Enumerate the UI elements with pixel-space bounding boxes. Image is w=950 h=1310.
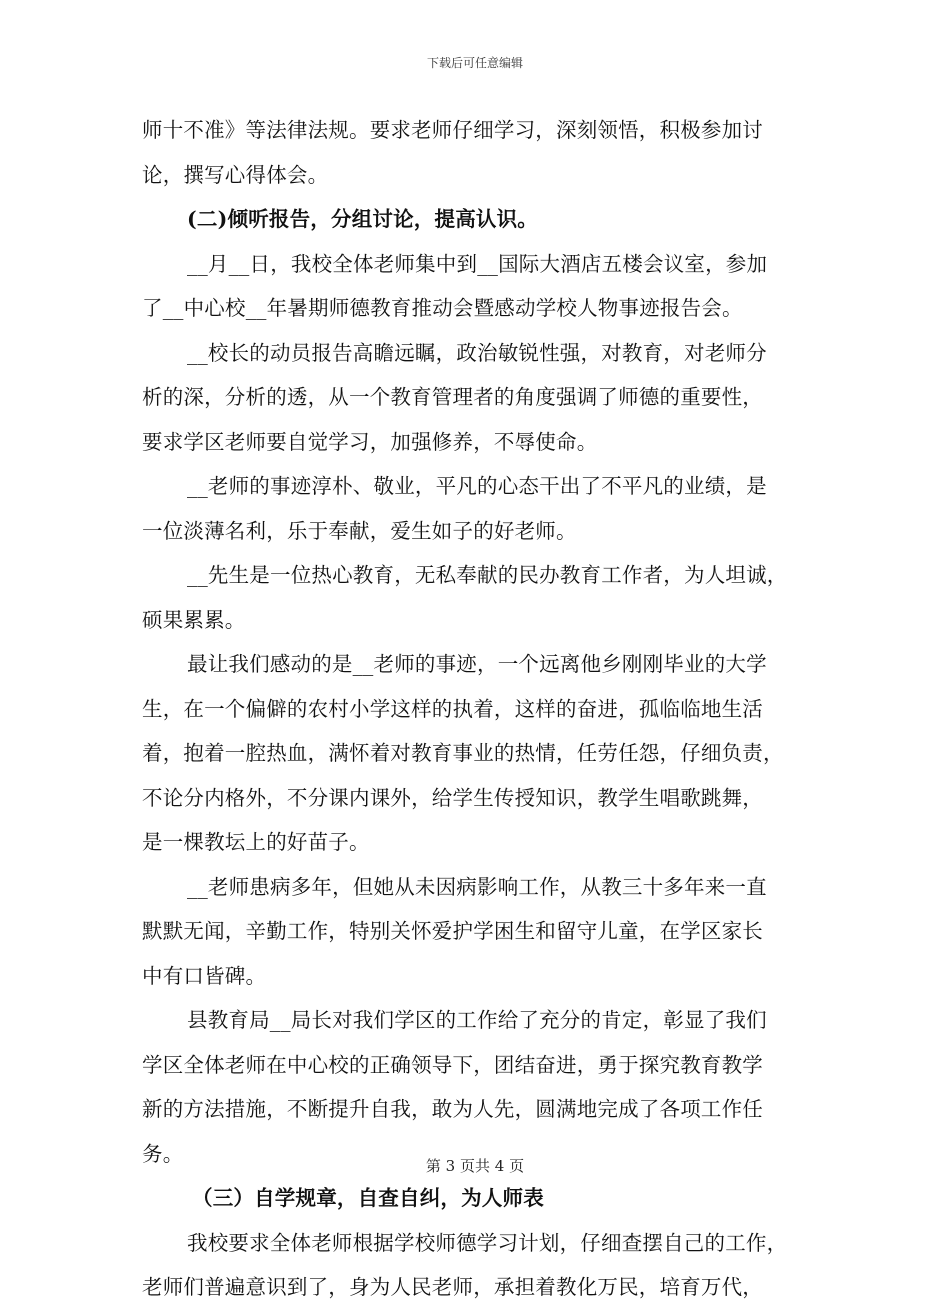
text-line: 新的方法措施，不断提升自我，敢为人先，圆满地完成了各项工作任 [142,1097,763,1121]
text-line: 最让我们感动的是__老师的事迹，一个远离他乡刚刚毕业的大学 [187,652,767,676]
text-line: 论，撰写心得体会。 [142,162,329,187]
text-line: __老师的事迹淳朴、敬业，平凡的心态干出了不平凡的业绩，是 [187,474,767,498]
page-header-note: 下载后可任意编辑 [426,56,523,70]
text-line: 硕果累累。 [142,607,246,632]
section-heading: (二)倾听报告，分组讨论，提高认识。 [187,207,538,231]
text-line: 务。 [142,1141,184,1166]
text-line: 学区全体老师在中心校的正确领导下，团结奋进，勇于探究教育教学 [142,1052,763,1077]
text-line: 要求学区老师要自觉学习，加强修养，不辱使命。 [142,429,598,454]
text-line: 析的深，分析的透，从一个教育管理者的角度强调了师德的重要性， [142,385,763,409]
text-line: 生，在一个偏僻的农村小学这样的执着，这样的奋进，孤临临地生活 [142,696,763,721]
text-line: __先生是一位热心教育，无私奉献的民办教育工作者，为人坦诚， [187,563,788,587]
text-line: 是一棵教坛上的好苗子。 [142,830,370,854]
page-footer: 第 3 页共 4 页 [425,1157,525,1175]
text-line: 默默无闻，辛勤工作，特别关怀爱护学困生和留守儿童，在学区家长 [142,919,763,943]
text-line: 县教育局__局长对我们学区的工作给了充分的肯定，彰显了我们 [187,1008,767,1032]
text-line: 中有口皆碑。 [142,963,267,988]
text-line: __老师患病多年，但她从未因病影响工作，从教三十多年来一直 [187,874,767,899]
text-line: __校长的动员报告高瞻远瞩，政治敏锐性强，对教育，对老师分 [187,340,767,365]
text-line: 我校要求全体老师根据学校师德学习计划，仔细查摆自己的工作， [187,1230,788,1255]
text-line: 一位淡薄名利，乐于奉献，爱生如子的好老师。 [142,518,577,543]
section-heading: （三）自学规章，自查自纠，为人师表 [192,1186,544,1210]
text-line: 着，抱着一腔热血，满怀着对教育事业的热情，任劳任怨，仔细负责， [142,741,784,765]
document-body [142,108,810,1310]
text-line: 不论分内格外，不分课内课外，给学生传授知识，教学生唱歌跳舞， [142,785,763,810]
text-line: 师十不准》等法律法规。要求老师仔细学习，深刻领悟，积极参加讨 [142,118,763,142]
text-line: 老师们普遍意识到了，身为人民老师，承担着教化万民，培育万代， [142,1275,763,1299]
text-line: 了__中心校__年暑期师德教育推动会暨感动学校人物事迹报告会。 [142,296,743,320]
text-line: __月__日，我校全体老师集中到__国际大酒店五楼会议室，参加 [187,251,768,276]
